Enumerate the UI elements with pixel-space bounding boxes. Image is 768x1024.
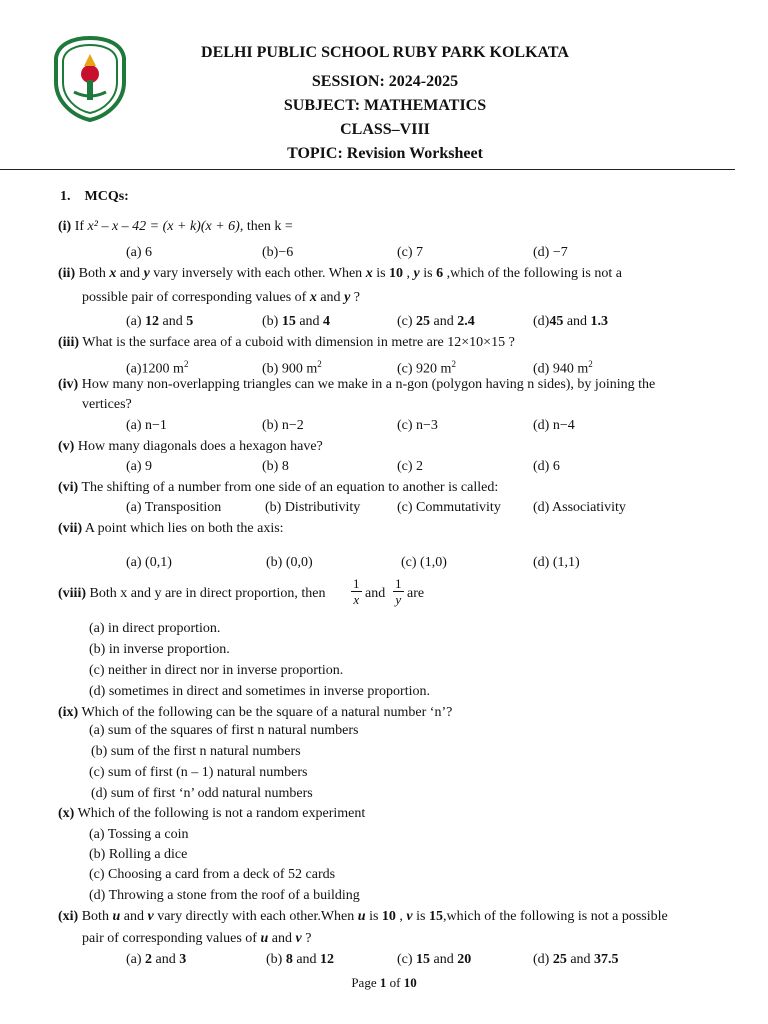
q4-option-a: (a) n−1 [126,418,167,433]
school-logo [52,36,128,122]
q2-option-d: (d)45 and 1.3 [533,314,609,329]
question-5: (v) How many diagonals does a hexagon have? [58,439,323,454]
q6-option-d: (d) Associativity [533,500,626,515]
q1-option-b: (b)−6 [262,245,294,260]
subject: SUBJECT: MATHEMATICS [283,97,487,114]
question-7: (vii) A point which lies on both the axis: [58,521,284,536]
q4-option-d: (d) n−4 [533,418,575,433]
q11-option-a: (a) 2 and 3 [126,952,187,967]
q6-option-b: (b) Distributivity [265,500,361,515]
q3-option-d: (d) 940 $m^2$ [533,359,593,377]
question-1: (i) If x² – x – 42 = (x + k)(x + 6), then k = [58,219,293,234]
q4-option-b: (b) n−2 [262,418,304,433]
q11-option-c: (c) 15 and 20 [397,952,472,967]
q11-option-b: (b) 8 and 12 [266,952,335,967]
q8-option-c: (c) neither in direct nor in inverse proportion. [89,663,344,678]
q3-option-a: (a)1200 $m^2$ [126,359,189,377]
q2-option-a: (a) 12 and 5 [126,314,194,329]
q7-option-c: (c) (1,0) [401,555,447,570]
section-heading: 1. MCQs: [60,189,129,204]
question-3: (iii) What is the surface area of a cuboid with dimension in metre are 12×10×15 ? [58,335,515,350]
q5-option-d: (d) 6 [533,459,560,474]
school-name: DELHI PUBLIC SCHOOL RUBY PARK KOLKATA [201,44,569,61]
q3-option-b: (b) 900 $m^2$ [262,359,322,377]
question-11-line2: pair of corresponding values of u and v ? [82,931,312,946]
q3-option-c: (c) 920 $m^2$ [397,359,456,377]
q9-option-a: (a) sum of the squares of first n natural numbers [89,723,359,738]
q8-option-d: (d) sometimes in direct and sometimes in inverse proportion. [89,684,430,699]
class-label: CLASS–VIII [340,121,430,138]
q11-option-d: (d) 25 and 37.5 [533,952,619,967]
q2-option-c: (c) 25 and 2.4 [397,314,475,329]
question-6: (vi) The shifting of a number from one side of an equation to another is called: [58,480,499,495]
q1-option-c: (c) 7 [397,245,424,260]
question-10: (x) Which of the following is not a random experiment [58,806,366,821]
q10-option-c: (c) Choosing a card from a deck of 52 cards [89,867,336,882]
q1-option-a: (a) 6 [126,245,153,260]
q1-option-d: (d) −7 [533,245,568,260]
question-2-line2: possible pair of corresponding values of x and y ? [82,290,360,305]
q2-option-b: (b) 15 and 4 [262,314,331,329]
page-footer: Page 1 of 10 [351,975,417,990]
q9-option-d: (d) sum of first ‘n’ odd natural numbers [91,786,313,801]
q10-option-a: (a) Tossing a coin [89,827,189,842]
q6-option-a: (a) Transposition [126,500,222,515]
q8-option-b: (b) in inverse proportion. [89,642,230,657]
q9-option-b: (b) sum of the first n natural numbers [91,744,301,759]
question-9: (ix) Which of the following can be the square of a natural number ‘n’? [58,705,453,720]
fraction-1-over-y: $\frac{1}{y}$ [395,576,402,607]
question-4-line1: (iv) How many non-overlapping triangles can we make in a n-gon (polygon having n sides), by joining the [58,377,656,392]
q4-option-c: (c) n−3 [397,418,438,433]
q7-option-d: (d) (1,1) [533,555,580,570]
q10-option-b: (b) Rolling a dice [89,847,188,862]
q7-option-b: (b) (0,0) [266,555,313,570]
q7-option-a: (a) (0,1) [126,555,172,570]
q5-option-a: (a) 9 [126,459,153,474]
q10-option-d: (d) Throwing a stone from the roof of a building [89,888,360,903]
topic: TOPIC: Revision Worksheet [287,145,483,162]
question-4-line2: vertices? [82,397,132,412]
fraction-1-over-x: $\frac{1}{x}$ [353,576,360,607]
q5-option-b: (b) 8 [262,459,289,474]
question-11-line1: (xi) Both u and v vary directly with each other.When u is 10 , v is 15,which of the following is not a possible [58,909,668,924]
session: SESSION: 2024-2025 [311,73,459,90]
q8-and: and [365,586,386,601]
question-8: (viii) Both x and y are in direct proportion, then [58,586,326,601]
header-divider [0,169,735,170]
question-2-line1: (ii) Both x and y vary inversely with each other. When x is 10 , y is 6 ,which of the following is not a [58,266,622,281]
q5-option-c: (c) 2 [397,459,424,474]
q8-are: are [407,586,425,601]
q8-option-a: (a) in direct proportion. [89,621,221,636]
q6-option-c: (c) Commutativity [397,500,501,515]
q9-option-c: (c) sum of first (n – 1) natural numbers [89,765,308,780]
